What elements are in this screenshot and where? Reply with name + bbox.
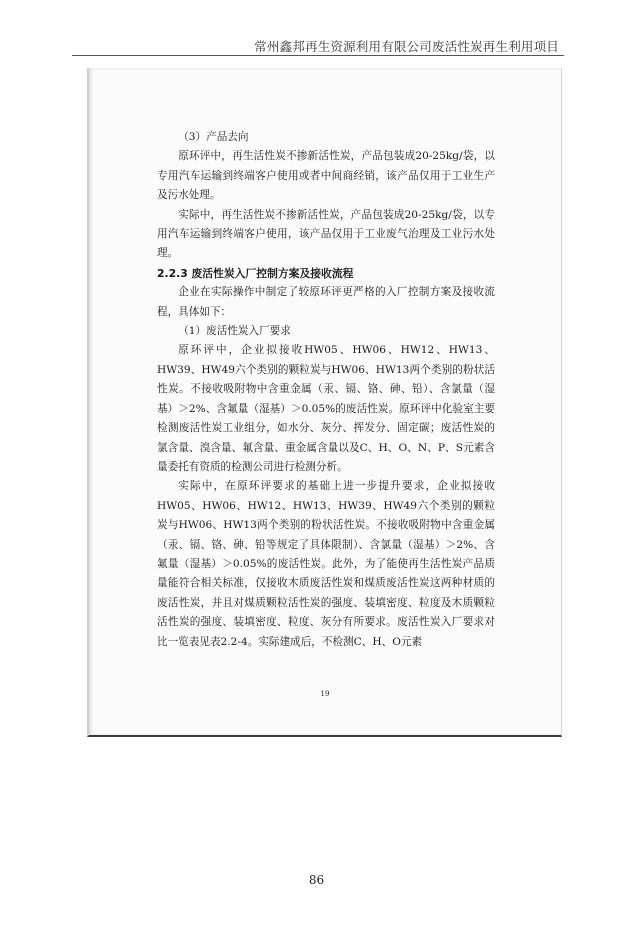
scanned-page (87, 68, 562, 737)
body-paragraph: （1）废活性炭入厂要求 (178, 325, 291, 338)
document-header-title: 常州鑫邦再生资源利用有限公司废活性炭再生利用项目 (254, 39, 559, 54)
section-heading: 2.2.3 废活性炭入厂控制方案及接收流程 (157, 266, 354, 280)
body-paragraph: 原环评中，企业拟接收HW05、HW06、HW12、HW13、HW39、HW49六个类别的颗粒炭与HW06、HW13两个类别的粉状活性炭。不接收吸附物中含重金属（汞、镉、铬、砷、铅）、含氯量（湿基）＞2%、含氟量（湿基）＞0.05%的废活性炭。原环评中化验室主要检测废活性炭工业组分，如水分、灰分、挥发分、固定碳；废活性炭的氯含量、溴含量、氟含量、重金属含量以及C、H、O、N、P、S元素含量委托有资质的检测公司进行检测分析。 (157, 344, 495, 473)
body-paragraph: （3）产品去向 (178, 131, 249, 143)
body-paragraph: 原环评中，再生活性炭不掺新活性炭，产品包装成20-25kg/袋，以专用汽车运输到终端客户使用或者中间商经销，该产品仅用于工业生产及污水处理。 (157, 150, 495, 202)
header-divider (72, 55, 564, 56)
page-number: 86 (308, 873, 325, 887)
scanned-page-body (157, 128, 495, 652)
body-paragraph: 企业在实际操作中制定了较原环评更严格的入厂控制方案及接收流程，具体如下： (157, 286, 495, 318)
body-paragraph: 实际中，在原环评要求的基础上进一步提升要求，企业拟接收HW05、HW06、HW12、HW13、HW39、HW49六个类别的颗粒炭与HW06、HW13两个类别的粉状活性炭。不接收吸附物中含重金属（汞、镉、铬、砷、铅等规定了具体限制）、含氯量（湿基）＞2%、含氟量（湿基）＞0.05%的废活性炭。此外，为了能使再生活性炭产品质量能符合相关标准，仅接收木质废活性炭和煤质废活性炭这两种材质的废活性炭，并且对煤质颗粒活性炭的强度、装填密度、粒度及木质颗粒活性炭的强度、装填密度、粒度、灰分有所要求。废活性炭入厂要求对比一览表见表2.2-4。实际建成后，不检测C、H、O元素 (157, 480, 495, 648)
scanned-page-number: 19 (320, 690, 330, 698)
body-paragraph: 实际中，再生活性炭不掺新活性炭，产品包装成20-25kg/袋，以专用汽车运输到终端客户使用，该产品仅用于工业废气治理及工业污水处理。 (157, 208, 495, 260)
